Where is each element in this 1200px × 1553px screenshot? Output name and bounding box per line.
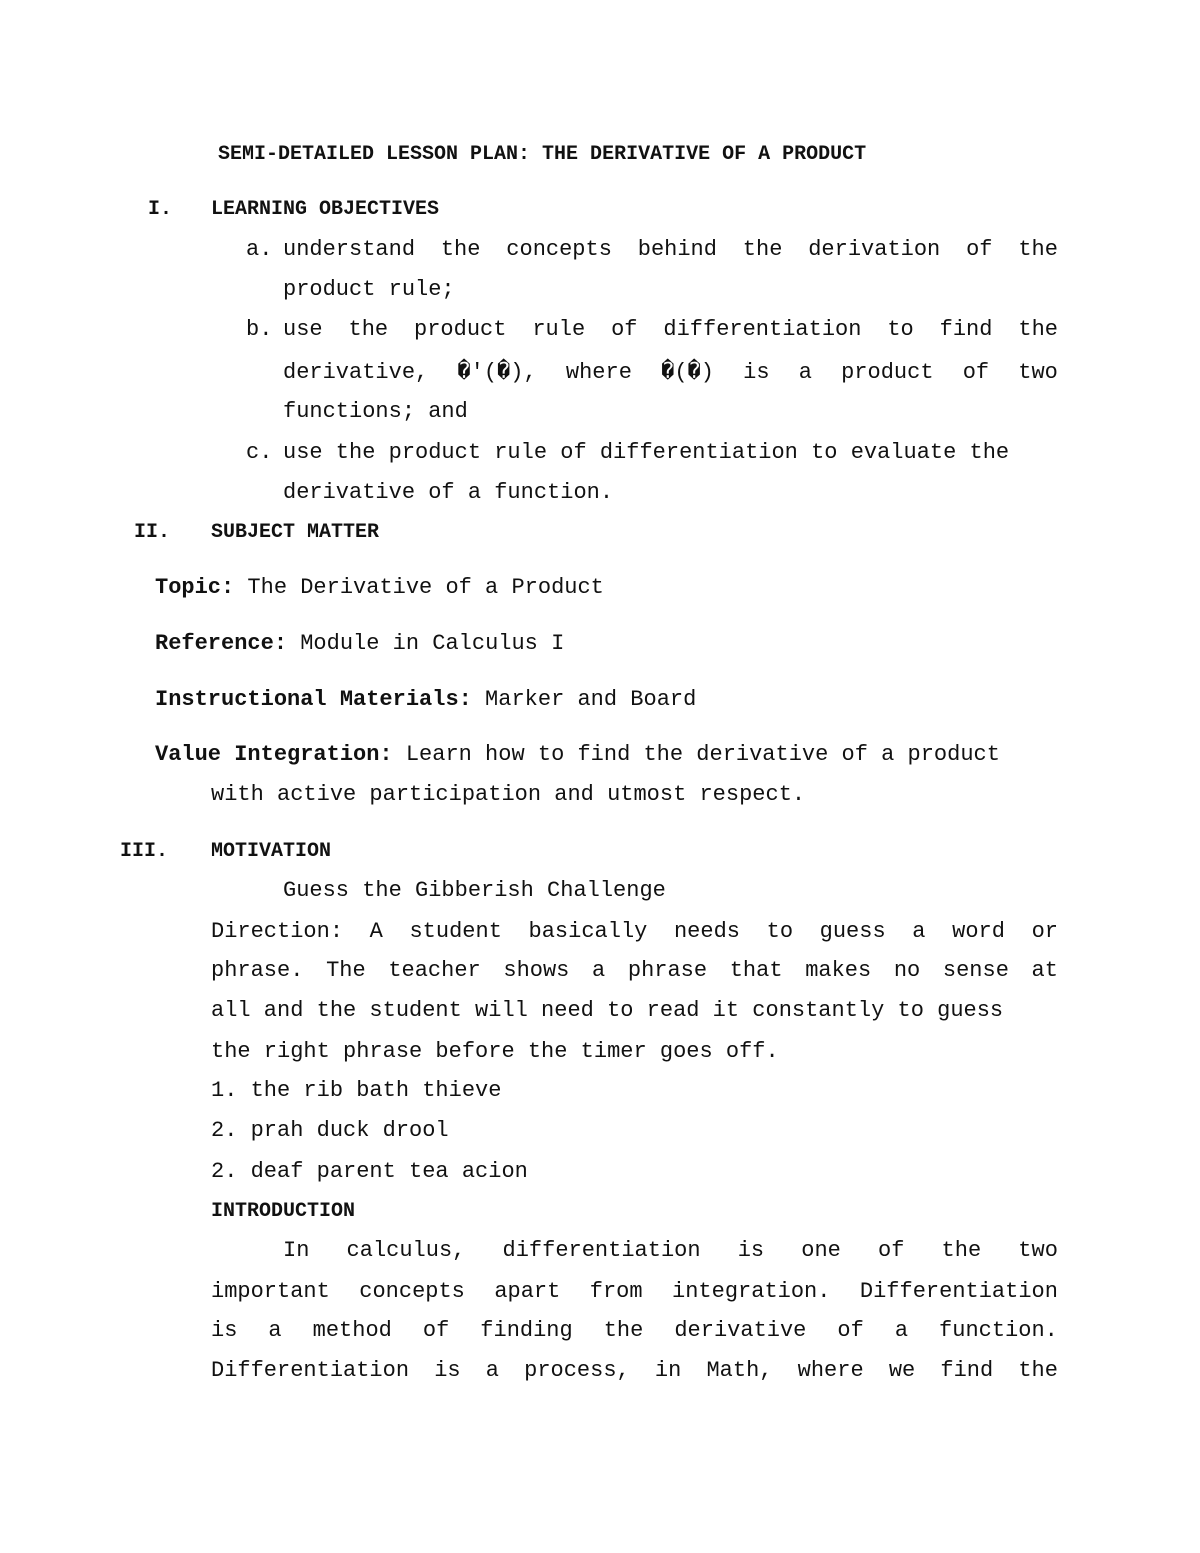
section-number-3: III. [120, 840, 169, 863]
objective-marker-a: a. [246, 237, 273, 262]
objective-c-line-1: use the product rule of differentiation to evaluate the [283, 440, 1010, 465]
objective-b-line-1: use the product rule of differentiation to find the [283, 317, 1058, 342]
value-integration-label: Value Integration: [155, 742, 393, 767]
introduction-line-2: important concepts apart from integration. Differentiation [211, 1279, 1058, 1304]
value-integration-row [155, 741, 1000, 769]
introduction-line-3: is a method of finding the derivative of a function. [211, 1318, 1058, 1343]
reference-row [155, 630, 564, 658]
value-integration-line-2: with active participation and utmost respect. [211, 782, 806, 807]
objective-marker-b: b. [246, 317, 273, 342]
objective-b-line-3: functions; and [283, 399, 468, 424]
introduction-line-4: Differentiation is a process, in Math, where we find the [211, 1358, 1058, 1383]
section-heading-subject-matter: SUBJECT MATTER [211, 521, 380, 544]
objective-b-line-2: derivative, �′(�), where �(�) is a product of two [283, 360, 1058, 385]
materials-row [155, 686, 696, 714]
topic-label: Topic: [155, 575, 235, 600]
objective-c-line-2: derivative of a function. [283, 480, 614, 505]
reference-label: Reference: [155, 631, 288, 656]
materials-value: Marker and Board [471, 687, 697, 712]
direction-line-4: the right phrase before the timer goes off. [211, 1039, 779, 1064]
reference-value: Module in Calculus I [287, 631, 565, 656]
gibberish-item-2: 2. prah duck drool [211, 1118, 449, 1143]
document-title: SEMI-DETAILED LESSON PLAN: THE DERIVATIVE OF A PRODUCT [218, 143, 867, 166]
objective-a-line-2: product rule; [283, 277, 455, 302]
section-heading-learning-objectives: LEARNING OBJECTIVES [211, 198, 440, 221]
gibberish-item-1: 1. the rib bath thieve [211, 1078, 502, 1103]
topic-value: The Derivative of a Product [234, 575, 604, 600]
section-number-1: I. [148, 198, 173, 221]
introduction-line-1: In calculus, differentiation is one of the two [283, 1238, 1058, 1263]
direction-line-1: Direction: A student basically needs to guess a word or [211, 919, 1058, 944]
direction-line-3: all and the student will need to read it constantly to guess [211, 998, 1004, 1023]
gibberish-item-3: 2. deaf parent tea acion [211, 1159, 528, 1184]
introduction-heading: INTRODUCTION [211, 1200, 356, 1223]
materials-label: Instructional Materials: [155, 687, 472, 712]
direction-line-2: phrase. The teacher shows a phrase that makes no sense at [211, 958, 1058, 983]
value-integration-text: Learn how to find the derivative of a product [392, 742, 1000, 767]
section-number-2: II. [134, 521, 171, 544]
activity-title: Guess the Gibberish Challenge [283, 878, 666, 903]
objective-a-line-1: understand the concepts behind the derivation of the [283, 237, 1058, 262]
section-heading-motivation: MOTIVATION [211, 840, 332, 863]
topic-row [155, 574, 604, 602]
objective-marker-c: c. [246, 440, 273, 465]
